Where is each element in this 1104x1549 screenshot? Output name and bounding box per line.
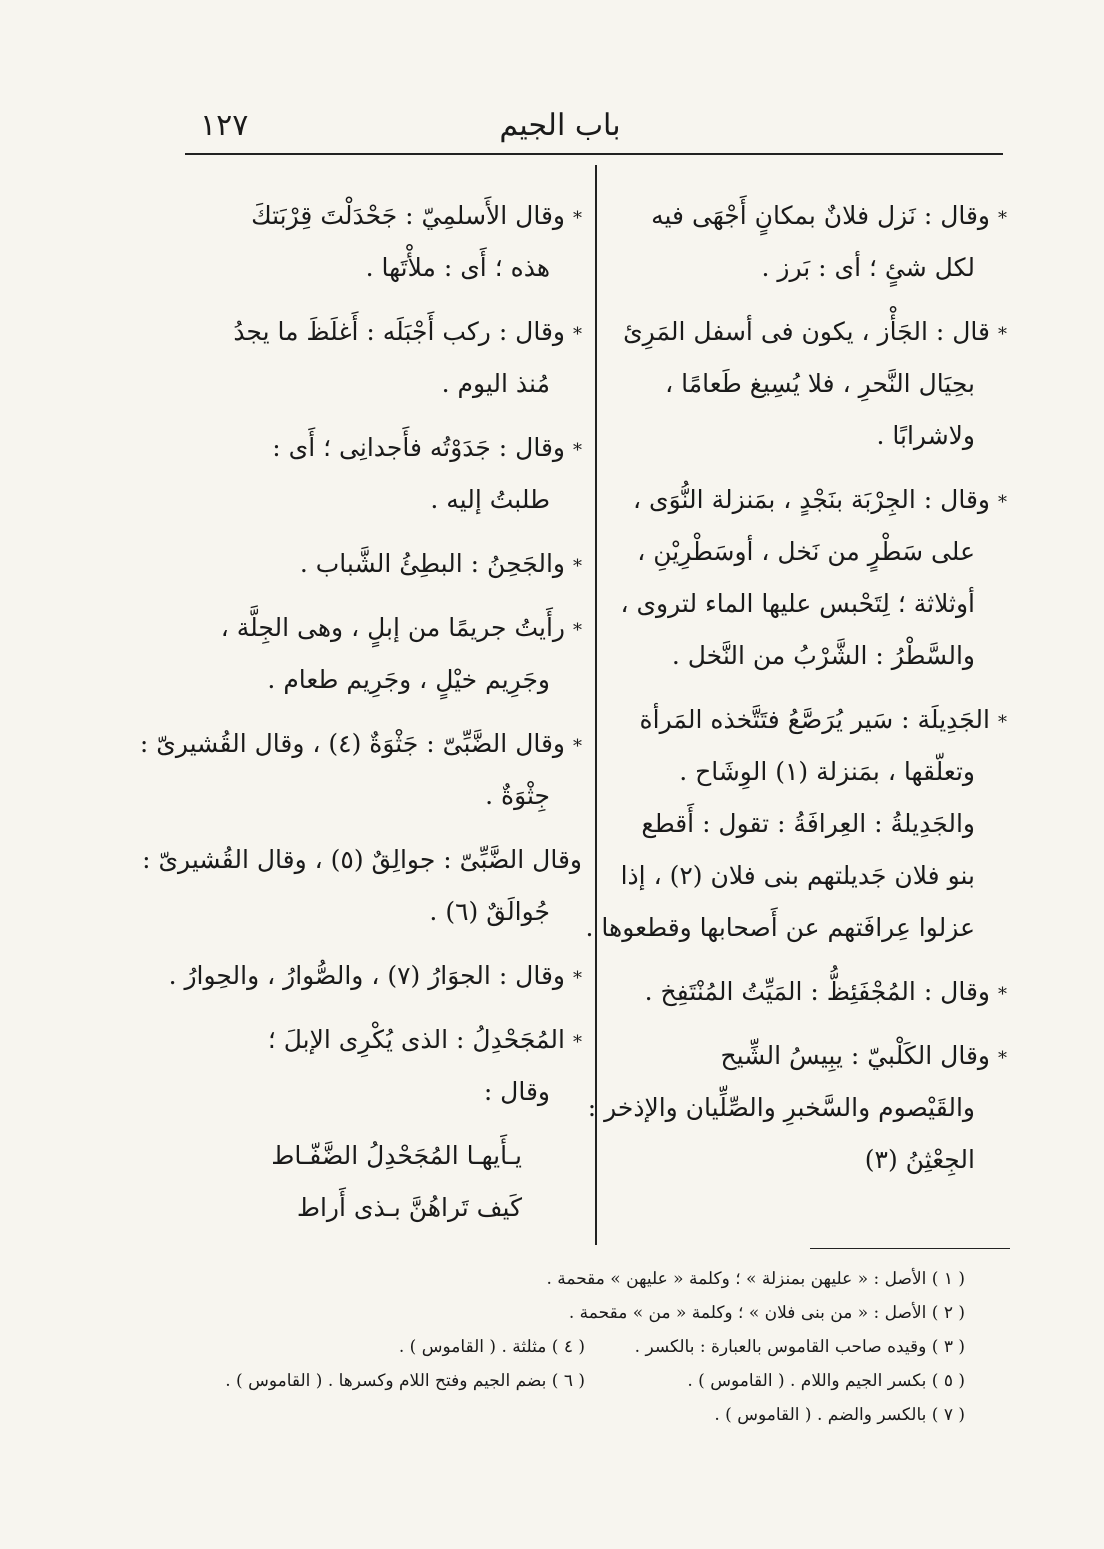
- entry-line: [615, 630, 1007, 682]
- dictionary-entry: [142, 834, 582, 938]
- entry-bullet: *: [998, 324, 1007, 345]
- entry-bullet: *: [573, 968, 582, 989]
- entry-line: [182, 358, 582, 410]
- footnote: ( ٦ ) بضم الجيم وفتح اللام وكسرها . ( القاموس ) .: [225, 1371, 585, 1391]
- left-column: [139, 190, 582, 1234]
- footnote: ( ٤ ) مثلثة . ( القاموس ) .: [398, 1337, 585, 1357]
- entry-line: [615, 474, 1007, 526]
- entry-bullet: *: [998, 492, 1007, 513]
- entry-text: وقال الكَلْبيّ : يبِيسُ الشِّيح: [720, 1041, 990, 1070]
- entry-text: والقَيْصوم والسَّخبرِ والصِّلِّيان والإذخر :: [587, 1093, 975, 1122]
- entry-text: وجَرِيم خيْلٍ ، وجَرِيم طعام .: [267, 665, 550, 694]
- entry-text: المُجَحْدِلُ : الذى يُكْرِى الإبلَ ؛: [267, 1025, 565, 1054]
- footnote: ( ١ ) الأصل : « عليهن بمنزلة » ؛ وكلمة « عليهن » مقحمة .: [546, 1269, 965, 1289]
- entry-line: [615, 526, 1007, 578]
- footnote-rule: [810, 1248, 1010, 1249]
- entry-text: بحِيَال النَّحرِ ، فلا يُسِيغ طَعامًا ،: [665, 369, 975, 398]
- entry-line: [182, 306, 582, 358]
- entry-line: [182, 654, 582, 706]
- dictionary-entry: [587, 1030, 1007, 1186]
- entry-bullet: *: [573, 440, 582, 461]
- entry-text: رأَيتُ جريمًا من إبلٍ ، وهى الجِلَّة ،: [220, 613, 565, 642]
- footnote: ( ٣ ) وقيده صاحب القاموس بالعبارة : بالكسر .: [634, 1337, 965, 1357]
- entry-text: مُنذ اليوم .: [441, 369, 550, 398]
- entry-text: الجَدِيلَة : سَير يُرَصَّعُ فتَتَّخذه المَرأة: [639, 705, 990, 734]
- entry-text: وقال : المُجْفَئِظُّ : المَيِّتُ المُنْتَفِخ .: [644, 977, 990, 1006]
- entry-text: ولاشرابًا .: [876, 421, 975, 450]
- dictionary-entry: [615, 306, 1007, 462]
- footnote: ( ٥ ) بكسر الجيم واللام . ( القاموس ) .: [687, 1371, 965, 1391]
- entry-line: [615, 850, 1007, 902]
- entry-bullet: *: [573, 620, 582, 641]
- entry-text: والجَحِنُ : البطِئُ الشَّباب .: [299, 549, 565, 578]
- entry-line: [615, 358, 1007, 410]
- entry-text: وقال الضَّبِّىّ : جوالِقٌ (٥) ، وقال القُشيرىّ :: [142, 845, 582, 874]
- dictionary-entry: [615, 474, 1007, 682]
- entry-line: [182, 886, 582, 938]
- entry-bullet: *: [998, 984, 1007, 1005]
- entry-bullet: *: [573, 556, 582, 577]
- entry-text: وقال : جَدَوْتُه فأَجدانِى ؛ أَى :: [272, 433, 565, 462]
- entry-line: [182, 190, 582, 242]
- entry-text: وقال : الجوَارُ (٧) ، والصُّوارُ ، والحِوارُ .: [168, 961, 565, 990]
- dictionary-entry: [139, 718, 582, 822]
- entry-text: والجَدِيلةُ : العِرافَةُ : تقول : أَقطع: [641, 809, 975, 838]
- dictionary-entry: [182, 422, 582, 526]
- footnote: ( ٢ ) الأصل : « من بنى فلان » ؛ وكلمة « من » مقحمة .: [568, 1303, 965, 1323]
- entry-text: قال : الجَأْز ، يكون فى أسفل المَرِئ: [623, 317, 990, 346]
- entry-line: [615, 694, 1007, 746]
- dictionary-entry: [615, 966, 1007, 1018]
- verse-line: كَيف تَراهُنَّ بـذى أَراط: [296, 1193, 522, 1222]
- dictionary-entry: [168, 950, 582, 1002]
- entry-text: عزلوا عِرافَتهم عن أَصحابها وقطعوها .: [585, 913, 975, 942]
- dictionary-entry: [615, 190, 1007, 294]
- entry-text: أوثلاثة ؛ لِتَحْبس عليها الماء لتروى ،: [620, 589, 975, 618]
- entry-line: [615, 410, 1007, 462]
- entry-line: [615, 242, 1007, 294]
- entry-bullet: *: [573, 324, 582, 345]
- entry-text: وقال الضَّبِّىّ : جَثْوَةٌ (٤) ، وقال القُشيرىّ :: [139, 729, 565, 758]
- entry-text: هذه ؛ أَى : ملأْتَها .: [365, 253, 550, 282]
- entry-line: [615, 746, 1007, 798]
- entry-line: [182, 1066, 582, 1118]
- entry-line: [182, 602, 582, 654]
- dictionary-entry: [182, 602, 582, 706]
- dictionary-entry: [585, 694, 1007, 954]
- entry-bullet: *: [998, 712, 1007, 733]
- dictionary-entry: [182, 1014, 582, 1118]
- entry-text: الجِعْثِنُ (٣): [864, 1145, 975, 1174]
- entry-line: [587, 1082, 1007, 1134]
- entry-text: وقال الأَسلمِيّ : جَحْدَلْتَ قِرْبَتكَ: [251, 201, 565, 230]
- verse-block: [182, 1130, 582, 1234]
- footnote-row: [200, 1296, 965, 1330]
- footnote: ( ٧ ) بالكسر والضم . ( القاموس ) .: [714, 1405, 965, 1425]
- verse-line: يـأَيهـا المُجَحْدِلُ الضَّفّـاط: [271, 1141, 522, 1170]
- dictionary-entry: [182, 538, 582, 590]
- entry-text: وقال : الجِرْبَة بنَجْدٍ ، بمَنزلة النُّوَى ،: [633, 485, 990, 514]
- entry-line: [615, 798, 1007, 850]
- entry-line: [182, 242, 582, 294]
- entry-line: [615, 190, 1007, 242]
- footnotes: [200, 1262, 965, 1432]
- entry-bullet: *: [573, 1032, 582, 1053]
- entry-bullet: *: [998, 208, 1007, 229]
- right-column: [585, 190, 1007, 1198]
- entry-line: [168, 950, 582, 1002]
- entry-bullet: *: [998, 1048, 1007, 1069]
- entry-text: لكل شئٍ ؛ أى : بَرز .: [761, 253, 975, 282]
- entry-text: جِثْوَةٌ .: [485, 781, 550, 810]
- entry-line: [182, 1014, 582, 1066]
- entry-line: [615, 306, 1007, 358]
- entry-line: [615, 1030, 1007, 1082]
- entry-text: على سَطْرٍ من نَخل ، أوسَطْرِيْنِ ،: [637, 537, 975, 566]
- entry-text: وقال : ركب أَجْبَلَه : أَغلَظَ ما يجدُ: [233, 317, 565, 346]
- entry-line: [139, 718, 582, 770]
- entry-line: [615, 578, 1007, 630]
- left-column-entries: [139, 190, 582, 1118]
- entry-line: [615, 1134, 1007, 1186]
- entry-text: جُوالَقٌ (٦) .: [429, 897, 550, 926]
- entry-line: [182, 538, 582, 590]
- page-number: ١٢٧: [200, 108, 249, 143]
- footnote-row: [200, 1398, 965, 1432]
- entry-text: بنو فلان جَديلتهم بنى فلان (٢) ، إذا: [620, 861, 975, 890]
- footnote-row: [200, 1330, 965, 1364]
- entry-text: والسَّطْرُ : الشَّرْبُ من النَّخل .: [671, 641, 975, 670]
- entry-text: وقال : نَزل فلانٌ بمكانٍ أَجْهَى فيه: [651, 201, 990, 230]
- entry-line: [182, 474, 582, 526]
- entry-text: طلبتُ إليه .: [430, 485, 550, 514]
- entry-line: [615, 966, 1007, 1018]
- entry-line: [182, 422, 582, 474]
- footnote-row: [200, 1262, 965, 1296]
- page-header-title: باب الجيم: [499, 108, 621, 143]
- dictionary-entry: [182, 306, 582, 410]
- entry-line: [142, 834, 582, 886]
- dictionary-entry: [182, 190, 582, 294]
- header-rule: [185, 153, 1003, 155]
- entry-text: وقال :: [483, 1077, 550, 1106]
- entry-bullet: *: [573, 736, 582, 757]
- entry-text: وتعلّقها ، بمَنزلة (١) الوِشَاح .: [679, 757, 975, 786]
- entry-bullet: *: [573, 208, 582, 229]
- entry-line: [182, 770, 582, 822]
- entry-line: [585, 902, 1007, 954]
- footnote-row: [200, 1364, 965, 1398]
